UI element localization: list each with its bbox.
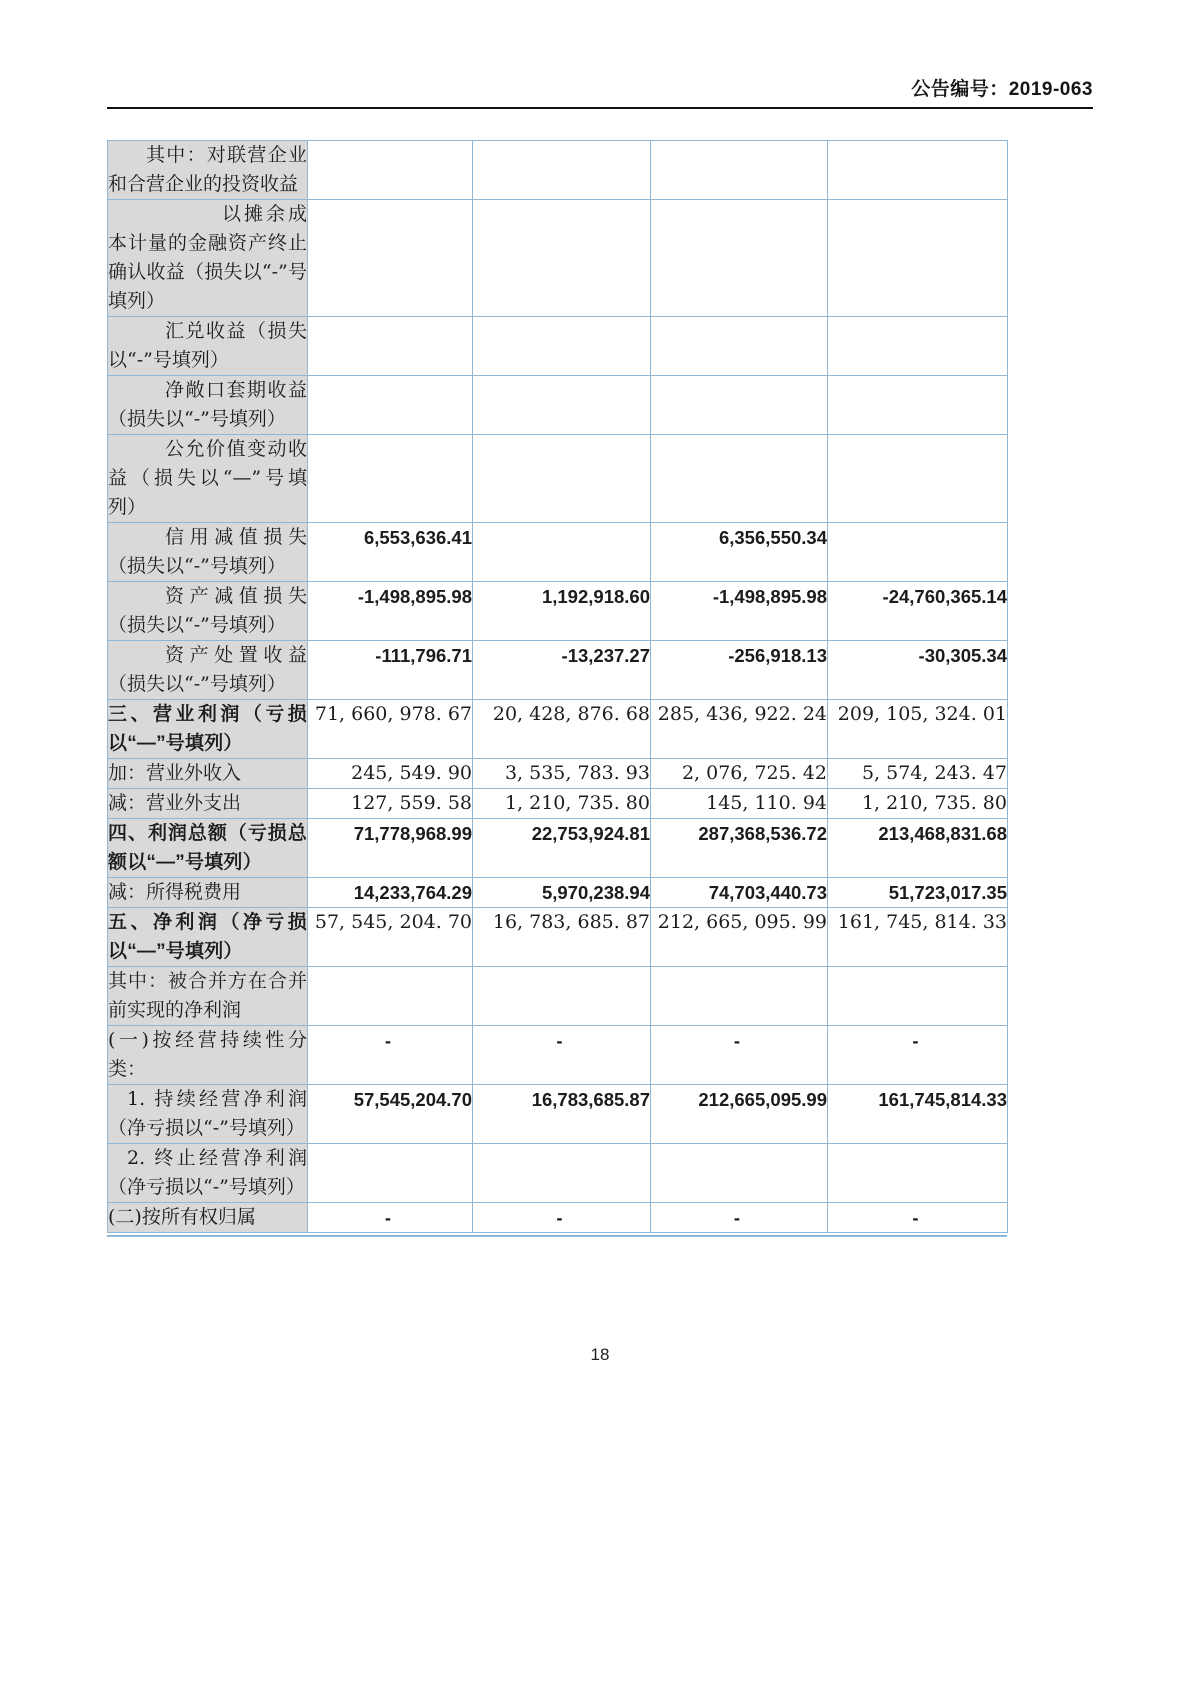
value-cell: - xyxy=(828,1203,1008,1233)
value-cell: -256,918.13 xyxy=(651,641,828,700)
table-row xyxy=(108,435,1008,523)
table-row xyxy=(108,789,1008,819)
value-cell: - xyxy=(308,1203,473,1233)
empty-cell xyxy=(473,967,651,1026)
table-row xyxy=(108,908,1008,967)
empty-cell xyxy=(473,317,651,376)
row-label: 信用减值损失（损失以“-”号填列） xyxy=(108,523,308,582)
empty-cell xyxy=(473,141,651,200)
table-row xyxy=(108,819,1008,878)
table-row xyxy=(108,200,1008,317)
empty-cell xyxy=(308,317,473,376)
empty-cell xyxy=(828,376,1008,435)
value-cell: 51,723,017.35 xyxy=(828,878,1008,908)
row-label: 四、利润总额（亏损总额以“—”号填列） xyxy=(108,819,308,878)
value-cell: 5,970,238.94 xyxy=(473,878,651,908)
value-cell: 212, 665, 095. 99 xyxy=(651,908,828,967)
row-label: 减：营业外支出 xyxy=(108,789,308,819)
empty-cell xyxy=(308,200,473,317)
value-cell: 16, 783, 685. 87 xyxy=(473,908,651,967)
value-cell: 16,783,685.87 xyxy=(473,1085,651,1144)
row-label: 1. 持续经营净利润（净亏损以“-”号填列） xyxy=(108,1085,308,1144)
row-label: 资产减值损失（损失以“-”号填列） xyxy=(108,582,308,641)
value-cell: 22,753,924.81 xyxy=(473,819,651,878)
value-cell: 127, 559. 58 xyxy=(308,789,473,819)
value-cell: 3, 535, 783. 93 xyxy=(473,759,651,789)
empty-cell xyxy=(651,1144,828,1203)
empty-cell xyxy=(473,200,651,317)
value-cell: 287,368,536.72 xyxy=(651,819,828,878)
value-cell: 161, 745, 814. 33 xyxy=(828,908,1008,967)
row-label: (一)按经营持续性分类： xyxy=(108,1026,308,1085)
table-row xyxy=(108,759,1008,789)
row-label: 公允价值变动收益（损失以“—”号填列） xyxy=(108,435,308,523)
value-cell: - xyxy=(828,1026,1008,1085)
row-label: 以摊余成本计量的金融资产终止确认收益（损失以“-”号填列） xyxy=(108,200,308,317)
value-cell: 245, 549. 90 xyxy=(308,759,473,789)
value-cell: 14,233,764.29 xyxy=(308,878,473,908)
empty-cell xyxy=(308,1144,473,1203)
value-cell: 57,545,204.70 xyxy=(308,1085,473,1144)
empty-cell xyxy=(828,435,1008,523)
table-row xyxy=(108,523,1008,582)
empty-cell xyxy=(651,376,828,435)
value-cell: -111,796.71 xyxy=(308,641,473,700)
table-row xyxy=(108,376,1008,435)
table-row xyxy=(108,700,1008,759)
value-cell: - xyxy=(651,1203,828,1233)
empty-cell xyxy=(651,435,828,523)
row-label: 净敞口套期收益（损失以“-”号填列） xyxy=(108,376,308,435)
income-statement-table xyxy=(107,140,1008,1233)
table-row xyxy=(108,1026,1008,1085)
value-cell: 1,192,918.60 xyxy=(473,582,651,641)
value-cell: -24,760,365.14 xyxy=(828,582,1008,641)
value-cell: -30,305.34 xyxy=(828,641,1008,700)
empty-cell xyxy=(473,435,651,523)
table-bottom-border xyxy=(107,1235,1007,1237)
table-row xyxy=(108,582,1008,641)
row-label: 其中：被合并方在合并前实现的净利润 xyxy=(108,967,308,1026)
empty-cell xyxy=(828,141,1008,200)
empty-cell xyxy=(308,435,473,523)
empty-cell xyxy=(651,200,828,317)
row-label: 三、营业利润（亏损以“—”号填列） xyxy=(108,700,308,759)
table-row xyxy=(108,1085,1008,1144)
value-cell: 5, 574, 243. 47 xyxy=(828,759,1008,789)
table-row xyxy=(108,967,1008,1026)
value-cell: 285, 436, 922. 24 xyxy=(651,700,828,759)
empty-cell xyxy=(473,1144,651,1203)
row-label: 汇兑收益（损失以“-”号填列） xyxy=(108,317,308,376)
income-statement-body xyxy=(108,141,1008,1233)
row-label: 2. 终止经营净利润（净亏损以“-”号填列） xyxy=(108,1144,308,1203)
empty-cell xyxy=(828,317,1008,376)
value-cell: - xyxy=(308,1026,473,1085)
value-cell: 71, 660, 978. 67 xyxy=(308,700,473,759)
value-cell: -1,498,895.98 xyxy=(308,582,473,641)
value-cell: -13,237.27 xyxy=(473,641,651,700)
value-cell: -1,498,895.98 xyxy=(651,582,828,641)
row-label: 五、净利润（净亏损以“—”号填列） xyxy=(108,908,308,967)
value-cell: 145, 110. 94 xyxy=(651,789,828,819)
empty-cell xyxy=(308,376,473,435)
table-row xyxy=(108,641,1008,700)
empty-cell xyxy=(828,967,1008,1026)
empty-cell xyxy=(651,141,828,200)
empty-cell xyxy=(308,141,473,200)
empty-cell xyxy=(828,1144,1008,1203)
table-row xyxy=(108,141,1008,200)
value-cell: - xyxy=(651,1026,828,1085)
table-row xyxy=(108,1144,1008,1203)
header-divider xyxy=(107,107,1093,109)
empty-cell xyxy=(308,967,473,1026)
value-cell: 1, 210, 735. 80 xyxy=(828,789,1008,819)
value-cell: 2, 076, 725. 42 xyxy=(651,759,828,789)
page-number: 18 xyxy=(590,1345,610,1364)
empty-cell xyxy=(828,200,1008,317)
announcement-number: 公告编号：2019-063 xyxy=(911,79,1093,100)
value-cell: 213,468,831.68 xyxy=(828,819,1008,878)
table-row xyxy=(108,878,1008,908)
empty-cell xyxy=(473,523,651,582)
row-label: 加：营业外收入 xyxy=(108,759,308,789)
document-page xyxy=(107,0,1093,1365)
value-cell: 6,356,550.34 xyxy=(651,523,828,582)
row-label: (二)按所有权归属 xyxy=(108,1203,308,1233)
value-cell: 209, 105, 324. 01 xyxy=(828,700,1008,759)
row-label: 资产处置收益（损失以“-”号填列） xyxy=(108,641,308,700)
empty-cell xyxy=(473,376,651,435)
value-cell: 161,745,814.33 xyxy=(828,1085,1008,1144)
table-row xyxy=(108,317,1008,376)
empty-cell xyxy=(828,523,1008,582)
empty-cell xyxy=(651,317,828,376)
row-label: 其中：对联营企业和合营企业的投资收益 xyxy=(108,141,308,200)
value-cell: 71,778,968.99 xyxy=(308,819,473,878)
value-cell: - xyxy=(473,1203,651,1233)
empty-cell xyxy=(651,967,828,1026)
value-cell: - xyxy=(473,1026,651,1085)
value-cell: 212,665,095.99 xyxy=(651,1085,828,1144)
value-cell: 1, 210, 735. 80 xyxy=(473,789,651,819)
row-label: 减：所得税费用 xyxy=(108,878,308,908)
value-cell: 57, 545, 204. 70 xyxy=(308,908,473,967)
table-row xyxy=(108,1203,1008,1233)
value-cell: 74,703,440.73 xyxy=(651,878,828,908)
value-cell: 6,553,636.41 xyxy=(308,523,473,582)
value-cell: 20, 428, 876. 68 xyxy=(473,700,651,759)
